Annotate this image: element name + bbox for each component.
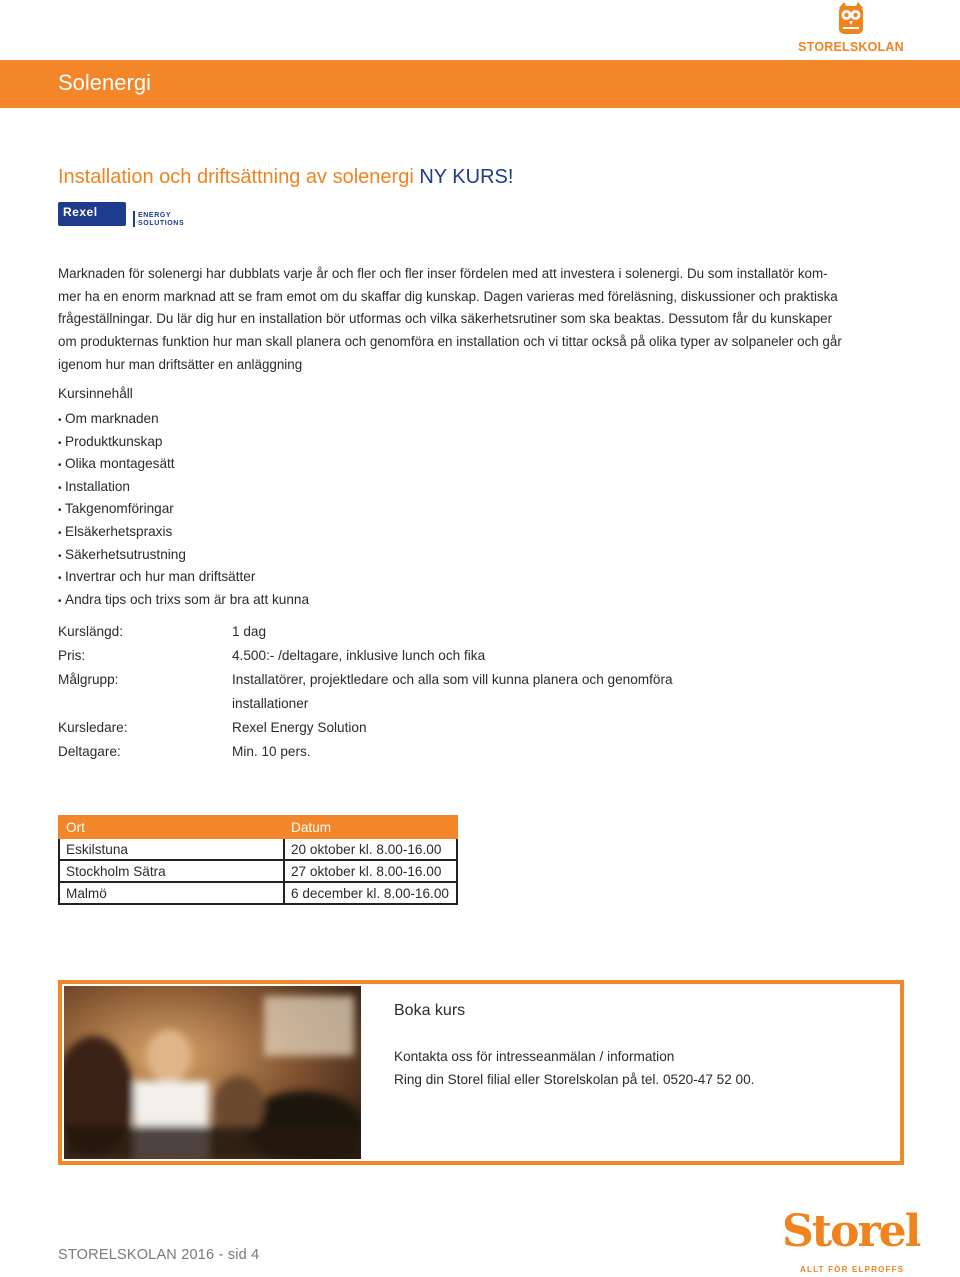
- table-cell: 27 oktober kl. 8.00-16.00: [284, 860, 457, 882]
- fact-value: 4.500:- /deltagare, inklusive lunch och fika: [232, 648, 486, 663]
- rexel-logo-line1: ENERGY: [138, 212, 172, 219]
- fact-value: installationer: [232, 696, 309, 711]
- intro-paragraph: [58, 263, 868, 377]
- fact-label: Deltagare:: [58, 744, 121, 759]
- intro-line: frågeställningar. Du lär dig hur en installation bör utformas och vilka säkerhetsrutiner som ska beaktas. Dessutom får du kunskaper: [58, 311, 833, 327]
- course-title: [58, 166, 513, 189]
- table-row: [59, 860, 457, 882]
- list-item: • Invertrar och hur man driftsätter: [58, 566, 309, 589]
- title-banner: [0, 60, 960, 108]
- booking-title: Boka kurs: [394, 1002, 466, 1019]
- fact-label: Kurslängd:: [58, 624, 123, 639]
- storelskolan-logo-text: STORELSKOLAN: [798, 40, 904, 54]
- storel-logo-word: Storel: [782, 1206, 920, 1257]
- list-item: • Olika montagesätt: [58, 453, 309, 476]
- intro-line: mer ha en enorm marknad att se fram emot om du skaffar dig kunskap. Dagen varieras med föreläsning, diskussioner och praktiska: [58, 288, 838, 304]
- list-item: • Produktkunskap: [58, 431, 309, 454]
- table-cell: Stockholm Sätra: [59, 860, 284, 882]
- table-cell: 6 december kl. 8.00-16.00: [284, 882, 457, 904]
- list-item: • Installation: [58, 476, 309, 499]
- fact-label: Kursledare:: [58, 720, 128, 735]
- list-item: • Elsäkerhetspraxis: [58, 521, 309, 544]
- rexel-energy-logo: [58, 202, 188, 228]
- intro-line: om produkternas funktion hur man skall planera och genomföra en installation och vi tittar också på olika typer av solpaneler och går: [58, 334, 842, 350]
- list-item: • Om marknaden: [58, 408, 309, 431]
- fact-value: Rexel Energy Solution: [232, 720, 367, 735]
- rexel-logo-line2: SOLUTIONS: [138, 220, 185, 227]
- storelskolan-logo: [796, 2, 906, 56]
- intro-line: Marknaden för solenergi har dubblats varje år och fler och fler inser fördelen med att investera i solenergi. Du som installatör kom-: [58, 266, 828, 281]
- page-footer: STORELSKOLAN 2016 - sid 4: [58, 1247, 260, 1263]
- booking-contact-text: Kontakta oss för intresseanmälan / information: [394, 1049, 675, 1064]
- column-header-location: Ort: [59, 816, 284, 838]
- column-header-date: Datum: [284, 816, 457, 838]
- classroom-photo: [64, 986, 361, 1159]
- list-item: • Takgenomföringar: [58, 498, 309, 521]
- table-cell: 20 oktober kl. 8.00-16.00: [284, 838, 457, 860]
- storel-logo-tagline: ALLT FÖR ELPROFFS: [800, 1265, 905, 1274]
- fact-label: Pris:: [58, 648, 86, 663]
- storel-logo: [782, 1206, 920, 1276]
- booking-box: [58, 980, 904, 1165]
- fact-label: Målgrupp:: [58, 672, 119, 687]
- schedule-table: [58, 815, 458, 905]
- fact-value: 1 dag: [232, 624, 267, 639]
- new-course-badge: NY KURS!: [419, 166, 514, 188]
- list-item: • Andra tips och trixs som är bra att kunna: [58, 589, 309, 612]
- fact-value: Min. 10 pers.: [232, 744, 311, 759]
- table-row: [59, 838, 457, 860]
- owl-icon: [836, 2, 866, 36]
- fact-value: Installatörer, projektledare och alla som vill kunna planera och genomföra: [232, 672, 673, 687]
- course-content-list: [58, 408, 309, 611]
- banner-title: Solenergi: [58, 70, 151, 95]
- table-cell: Eskilstuna: [59, 838, 284, 860]
- list-item: • Säkerhetsutrustning: [58, 544, 309, 567]
- rexel-logo-box: [58, 202, 126, 226]
- rexel-logo-word: Rexel: [63, 205, 98, 219]
- rexel-logo-divider: [133, 211, 135, 227]
- course-title-text: Installation och driftsättning av solenergi: [58, 166, 414, 188]
- table-cell: Malmö: [59, 882, 284, 904]
- intro-line: igenom hur man driftsätter en anläggning: [58, 356, 303, 372]
- booking-phone-text: Ring din Storel filial eller Storelskolan på tel. 0520-47 52 00.: [394, 1072, 755, 1087]
- table-row: [59, 882, 457, 904]
- course-content-heading: Kursinnehåll: [58, 386, 133, 401]
- table-header-row: [59, 816, 457, 838]
